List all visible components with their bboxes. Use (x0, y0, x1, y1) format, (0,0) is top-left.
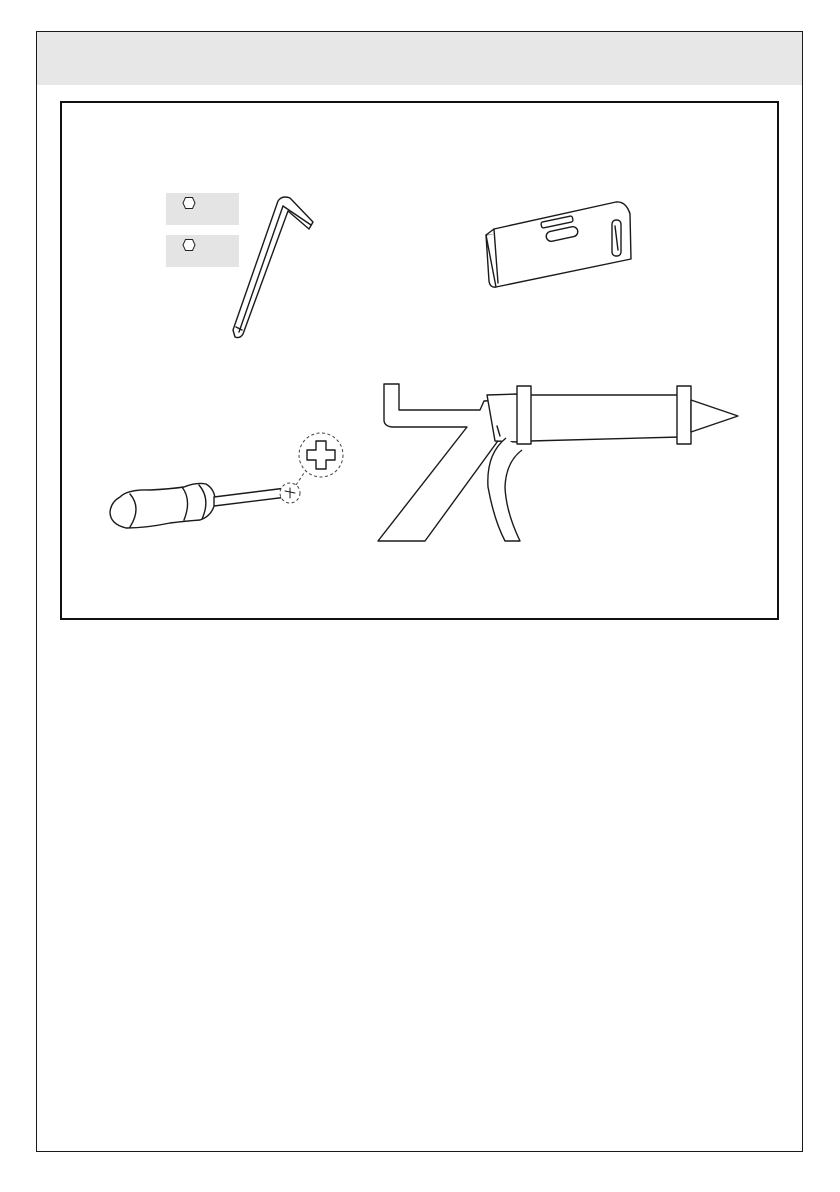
hex-key-icon (233, 197, 313, 338)
phillips-screwdriver-icon (110, 433, 343, 528)
caulking-gun-icon (378, 384, 738, 541)
spirit-level-icon (486, 202, 631, 287)
